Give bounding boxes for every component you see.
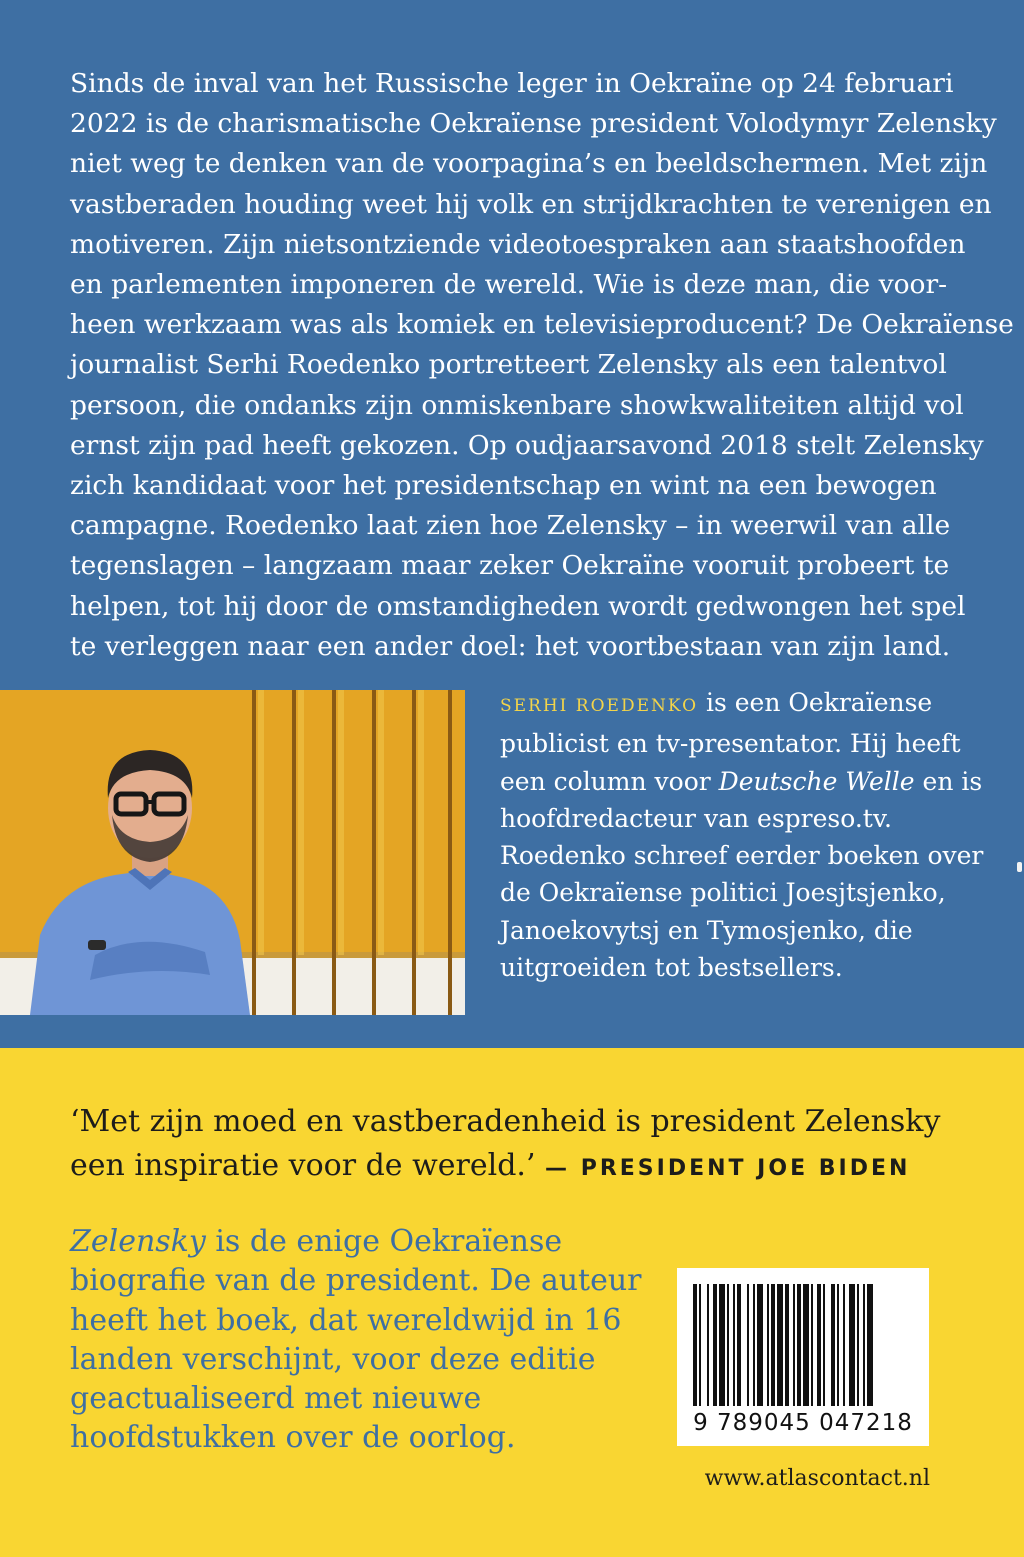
barcode-bar: [831, 1284, 835, 1406]
publisher-website: www.atlascontact.nl: [704, 1466, 930, 1491]
isbn-number: 9 789045 047218: [693, 1410, 913, 1436]
barcode-bar: [857, 1284, 859, 1406]
barcode-bar: [803, 1284, 809, 1406]
barcode-bar: [823, 1284, 825, 1406]
barcode-bar: [849, 1284, 855, 1406]
barcode-bar: [707, 1284, 709, 1406]
synopsis-line: niet weg te denken van de voorpagina’s en beeldschermen. Met zijn: [70, 148, 988, 180]
synopsis-line: persoon, die ondanks zijn onmiskenbare showkwaliteiten altijd vol: [70, 389, 964, 421]
endorsement-quote: [70, 1100, 970, 1191]
barcode-bar: [699, 1284, 701, 1406]
barcode-bar: [737, 1284, 741, 1406]
synopsis-line: vastberaden houding weet hij volk en strijdkrachten te verenigen en: [70, 188, 992, 220]
barcode-bar: [713, 1284, 717, 1406]
publication-title: Deutsche Welle: [718, 766, 915, 796]
author-portrait-illustration: [0, 690, 465, 1015]
barcode-bar: [785, 1284, 789, 1406]
quote-line: ‘Met zijn moed en vastberadenheid is president Zelensky: [70, 1104, 941, 1139]
barcode-bar: [843, 1284, 845, 1406]
author-bio: [500, 684, 984, 986]
synopsis-line: ernst zijn pad heeft gekozen. Op oudjaarsavond 2018 stelt Zelensky: [70, 429, 984, 461]
quote-line: een inspiratie voor de wereld.’ — PRESIDENT JOE BIDEN: [70, 1148, 911, 1183]
barcode-bar: [719, 1284, 725, 1406]
synopsis-line: zich kandidaat voor het presidentschap en wint na een bewogen: [70, 470, 937, 502]
bio-line: Janoekovytsj en Tymosjenko, die: [500, 915, 913, 945]
barcode-bar: [811, 1284, 813, 1406]
barcode-bar: [693, 1284, 697, 1406]
synopsis-line: motiveren. Zijn nietsontziende videotoespraken aan staatshoofden: [70, 228, 966, 260]
bio-line: Roedenko schreef eerder boeken over: [500, 841, 984, 871]
bio-line: SERHI ROEDENKO is een Oekraïense: [500, 688, 933, 717]
barcode-bar: [747, 1284, 749, 1406]
promo-line: biografie van de president. De auteur: [70, 1263, 642, 1299]
bio-line: een column voor Deutsche Welle en is: [500, 766, 983, 796]
synopsis-line: journalist Serhi Roedenko portretteert Zelensky als een talentvol: [70, 349, 947, 381]
barcode-bar: [797, 1284, 801, 1406]
synopsis-line: Sinds de inval van het Russische leger in Oekraïne op 24 februari: [70, 68, 954, 99]
promo-line: geactualiseerd met nieuwe: [70, 1381, 482, 1417]
author-photo: [0, 690, 465, 1015]
barcode-bar: [867, 1284, 873, 1406]
barcode-bars: [693, 1284, 913, 1406]
barcode-bar: [771, 1284, 775, 1406]
bio-line: publicist en tv-presentator. Hij heeft: [500, 729, 961, 759]
synopsis-line: helpen, tot hij door de omstandigheden wordt gedwongen het spel: [70, 590, 966, 622]
bio-line: de Oekraïense politici Joesjtsjenko,: [500, 878, 946, 908]
bio-line: uitgroeiden tot bestsellers.: [500, 953, 843, 983]
promo-line: heeft het boek, dat wereldwijd in 16: [70, 1302, 622, 1338]
synopsis-line: te verleggen naar een ander doel: het voortbestaan van zijn land.: [70, 630, 951, 662]
barcode-bar: [793, 1284, 795, 1406]
barcode-bar: [753, 1284, 755, 1406]
book-title: Zelensky: [70, 1224, 206, 1259]
barcode-bar: [837, 1284, 839, 1406]
barcode-bar: [757, 1284, 763, 1406]
synopsis-text: [70, 64, 1014, 667]
synopsis-line: campagne. Roedenko laat zien hoe Zelensky – in weerwil van alle: [70, 510, 951, 542]
synopsis-line: en parlementen imponeren de wereld. Wie is deze man, die voor-: [70, 269, 948, 301]
barcode: [677, 1268, 929, 1446]
edition-description: [70, 1222, 650, 1458]
quote-attribution: — PRESIDENT JOE BIDEN: [545, 1156, 911, 1181]
synopsis-line: heen werkzaam was als komiek en televisieproducent? De Oekraïense: [70, 309, 1014, 341]
barcode-bar: [733, 1284, 735, 1406]
barcode-bar: [777, 1284, 783, 1406]
barcode-bar: [727, 1284, 729, 1406]
promo-line: landen verschijnt, voor deze editie: [70, 1341, 596, 1377]
promo-line: Zelensky is de enige Oekraïense: [70, 1224, 563, 1259]
barcode-bar: [863, 1284, 865, 1406]
barcode-bar: [817, 1284, 821, 1406]
synopsis-line: tegenslagen – langzaam maar zeker Oekraïne vooruit probeert te: [70, 550, 950, 582]
synopsis-line: 2022 is de charismatische Oekraïense president Volodymyr Zelensky: [70, 108, 997, 140]
edge-mark: [1017, 862, 1022, 872]
author-name: SERHI ROEDENKO: [500, 696, 699, 716]
bio-line: hoofdredacteur van espreso.tv.: [500, 803, 892, 833]
promo-line: hoofdstukken over de oorlog.: [70, 1420, 516, 1456]
barcode-bar: [767, 1284, 769, 1406]
